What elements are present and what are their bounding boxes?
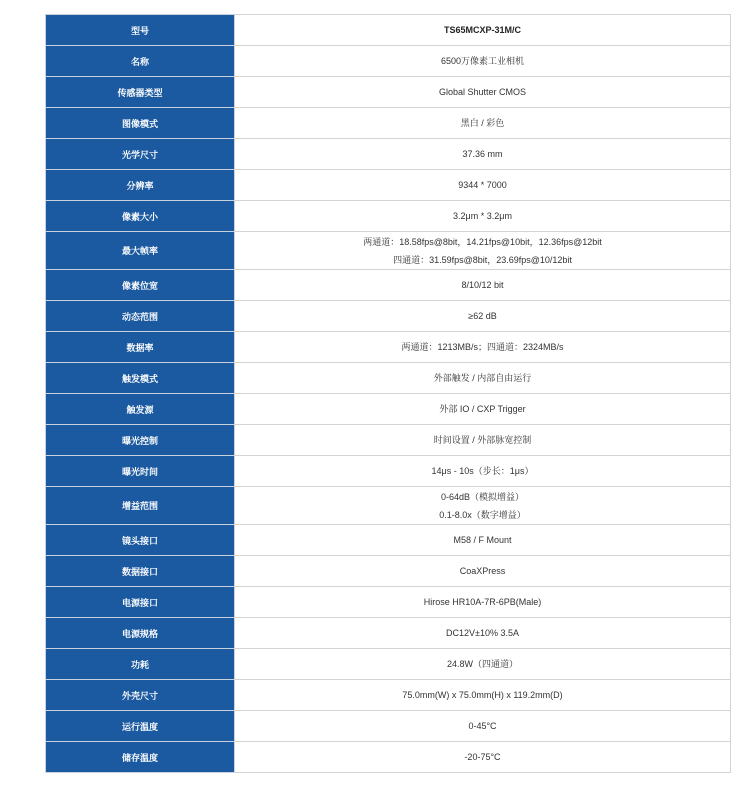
spec-label: 储存温度 xyxy=(46,742,235,773)
spec-label: 光学尺寸 xyxy=(46,139,235,170)
spec-row xyxy=(46,456,731,487)
spec-label: 型号 xyxy=(46,15,235,46)
spec-value-line: CoaXPress xyxy=(459,566,506,576)
spec-value-line: 0-64dB（模拟增益） xyxy=(440,491,525,502)
spec-value-line: 两通道：1213MB/s；四通道：2324MB/s xyxy=(401,342,564,352)
spec-label: 功耗 xyxy=(46,649,235,680)
spec-value xyxy=(235,525,731,556)
spec-value-line: -20-75°C xyxy=(464,752,501,762)
spec-value-line: 14μs - 10s（步长：1μs） xyxy=(431,466,534,476)
spec-value xyxy=(235,394,731,425)
spec-value xyxy=(235,556,731,587)
spec-row xyxy=(46,332,731,363)
spec-value-line: DC12V±10% 3.5A xyxy=(446,628,519,638)
spec-label: 电源接口 xyxy=(46,587,235,618)
spec-value xyxy=(235,587,731,618)
spec-value-line: 外部触发 / 内部自由运行 xyxy=(433,373,532,383)
spec-label: 动态范围 xyxy=(46,301,235,332)
spec-row xyxy=(46,232,731,270)
spec-label: 触发模式 xyxy=(46,363,235,394)
spec-row xyxy=(46,487,731,525)
spec-row xyxy=(46,525,731,556)
spec-row xyxy=(46,394,731,425)
spec-table xyxy=(45,14,731,773)
spec-row xyxy=(46,363,731,394)
spec-value-line: 四通道：31.59fps@8bit，23.69fps@10/12bit xyxy=(393,254,572,265)
spec-row xyxy=(46,170,731,201)
spec-value xyxy=(235,170,731,201)
spec-label: 数据率 xyxy=(46,332,235,363)
spec-label: 分辨率 xyxy=(46,170,235,201)
spec-value-line: 8/10/12 bit xyxy=(461,280,504,290)
spec-row xyxy=(46,270,731,301)
spec-value xyxy=(235,201,731,232)
spec-row xyxy=(46,15,731,46)
spec-value xyxy=(235,270,731,301)
spec-value-line: 24.8W（四通道） xyxy=(446,659,518,669)
spec-label: 数据接口 xyxy=(46,556,235,587)
spec-label: 像素大小 xyxy=(46,201,235,232)
spec-row xyxy=(46,425,731,456)
spec-label: 像素位宽 xyxy=(46,270,235,301)
spec-value xyxy=(235,649,731,680)
spec-label: 镜头接口 xyxy=(46,525,235,556)
spec-value xyxy=(235,618,731,649)
spec-value-line: 黑白 / 彩色 xyxy=(460,118,505,128)
spec-label: 曝光控制 xyxy=(46,425,235,456)
spec-value xyxy=(235,77,731,108)
spec-value xyxy=(235,425,731,456)
spec-label: 最大帧率 xyxy=(46,232,235,270)
spec-row xyxy=(46,201,731,232)
spec-value-line: 6500万像素工业相机 xyxy=(440,56,525,66)
spec-value xyxy=(235,332,731,363)
spec-value-line: 外部 IO / CXP Trigger xyxy=(439,404,526,414)
spec-value-line: 9344 * 7000 xyxy=(458,180,507,190)
spec-value xyxy=(235,363,731,394)
spec-row xyxy=(46,46,731,77)
spec-label: 曝光时间 xyxy=(46,456,235,487)
spec-value xyxy=(235,301,731,332)
spec-value xyxy=(235,680,731,711)
spec-value-line: 两通道：18.58fps@8bit，14.21fps@10bit，12.36fps@12bit xyxy=(363,236,602,247)
spec-value-line: 37.36 mm xyxy=(462,149,503,159)
spec-label: 外壳尺寸 xyxy=(46,680,235,711)
spec-row xyxy=(46,680,731,711)
spec-row xyxy=(46,301,731,332)
spec-value-line: ≥62 dB xyxy=(468,311,497,321)
spec-table-body xyxy=(46,15,731,773)
spec-value-line: Global Shutter CMOS xyxy=(438,87,527,97)
spec-label: 传感器类型 xyxy=(46,77,235,108)
spec-row xyxy=(46,108,731,139)
spec-row xyxy=(46,77,731,108)
spec-row xyxy=(46,139,731,170)
spec-value-line: 时间设置 / 外部脉宽控制 xyxy=(433,435,532,445)
spec-value xyxy=(235,456,731,487)
spec-row xyxy=(46,556,731,587)
spec-value xyxy=(235,487,731,525)
spec-value xyxy=(235,139,731,170)
spec-value-line: 3.2μm * 3.2μm xyxy=(453,211,512,221)
spec-row xyxy=(46,587,731,618)
spec-value xyxy=(235,711,731,742)
spec-value-line: TS65MCXP-31M/C xyxy=(443,25,522,35)
spec-label: 图像模式 xyxy=(46,108,235,139)
spec-value xyxy=(235,46,731,77)
spec-value-line: 0-45°C xyxy=(468,721,497,731)
spec-value-line: 0.1-8.0x（数字增益） xyxy=(439,509,526,520)
spec-label: 触发源 xyxy=(46,394,235,425)
spec-value-line: M58 / F Mount xyxy=(453,535,512,545)
spec-value xyxy=(235,108,731,139)
spec-row xyxy=(46,742,731,773)
spec-row xyxy=(46,649,731,680)
spec-label: 增益范围 xyxy=(46,487,235,525)
spec-row xyxy=(46,618,731,649)
spec-label: 电源规格 xyxy=(46,618,235,649)
spec-label: 运行温度 xyxy=(46,711,235,742)
spec-label: 名称 xyxy=(46,46,235,77)
spec-value xyxy=(235,232,731,270)
spec-value-line: 75.0mm(W) x 75.0mm(H) x 119.2mm(D) xyxy=(402,690,563,700)
spec-value xyxy=(235,742,731,773)
spec-value xyxy=(235,15,731,46)
spec-value-line: Hirose HR10A-7R-6PB(Male) xyxy=(423,597,542,607)
spec-row xyxy=(46,711,731,742)
